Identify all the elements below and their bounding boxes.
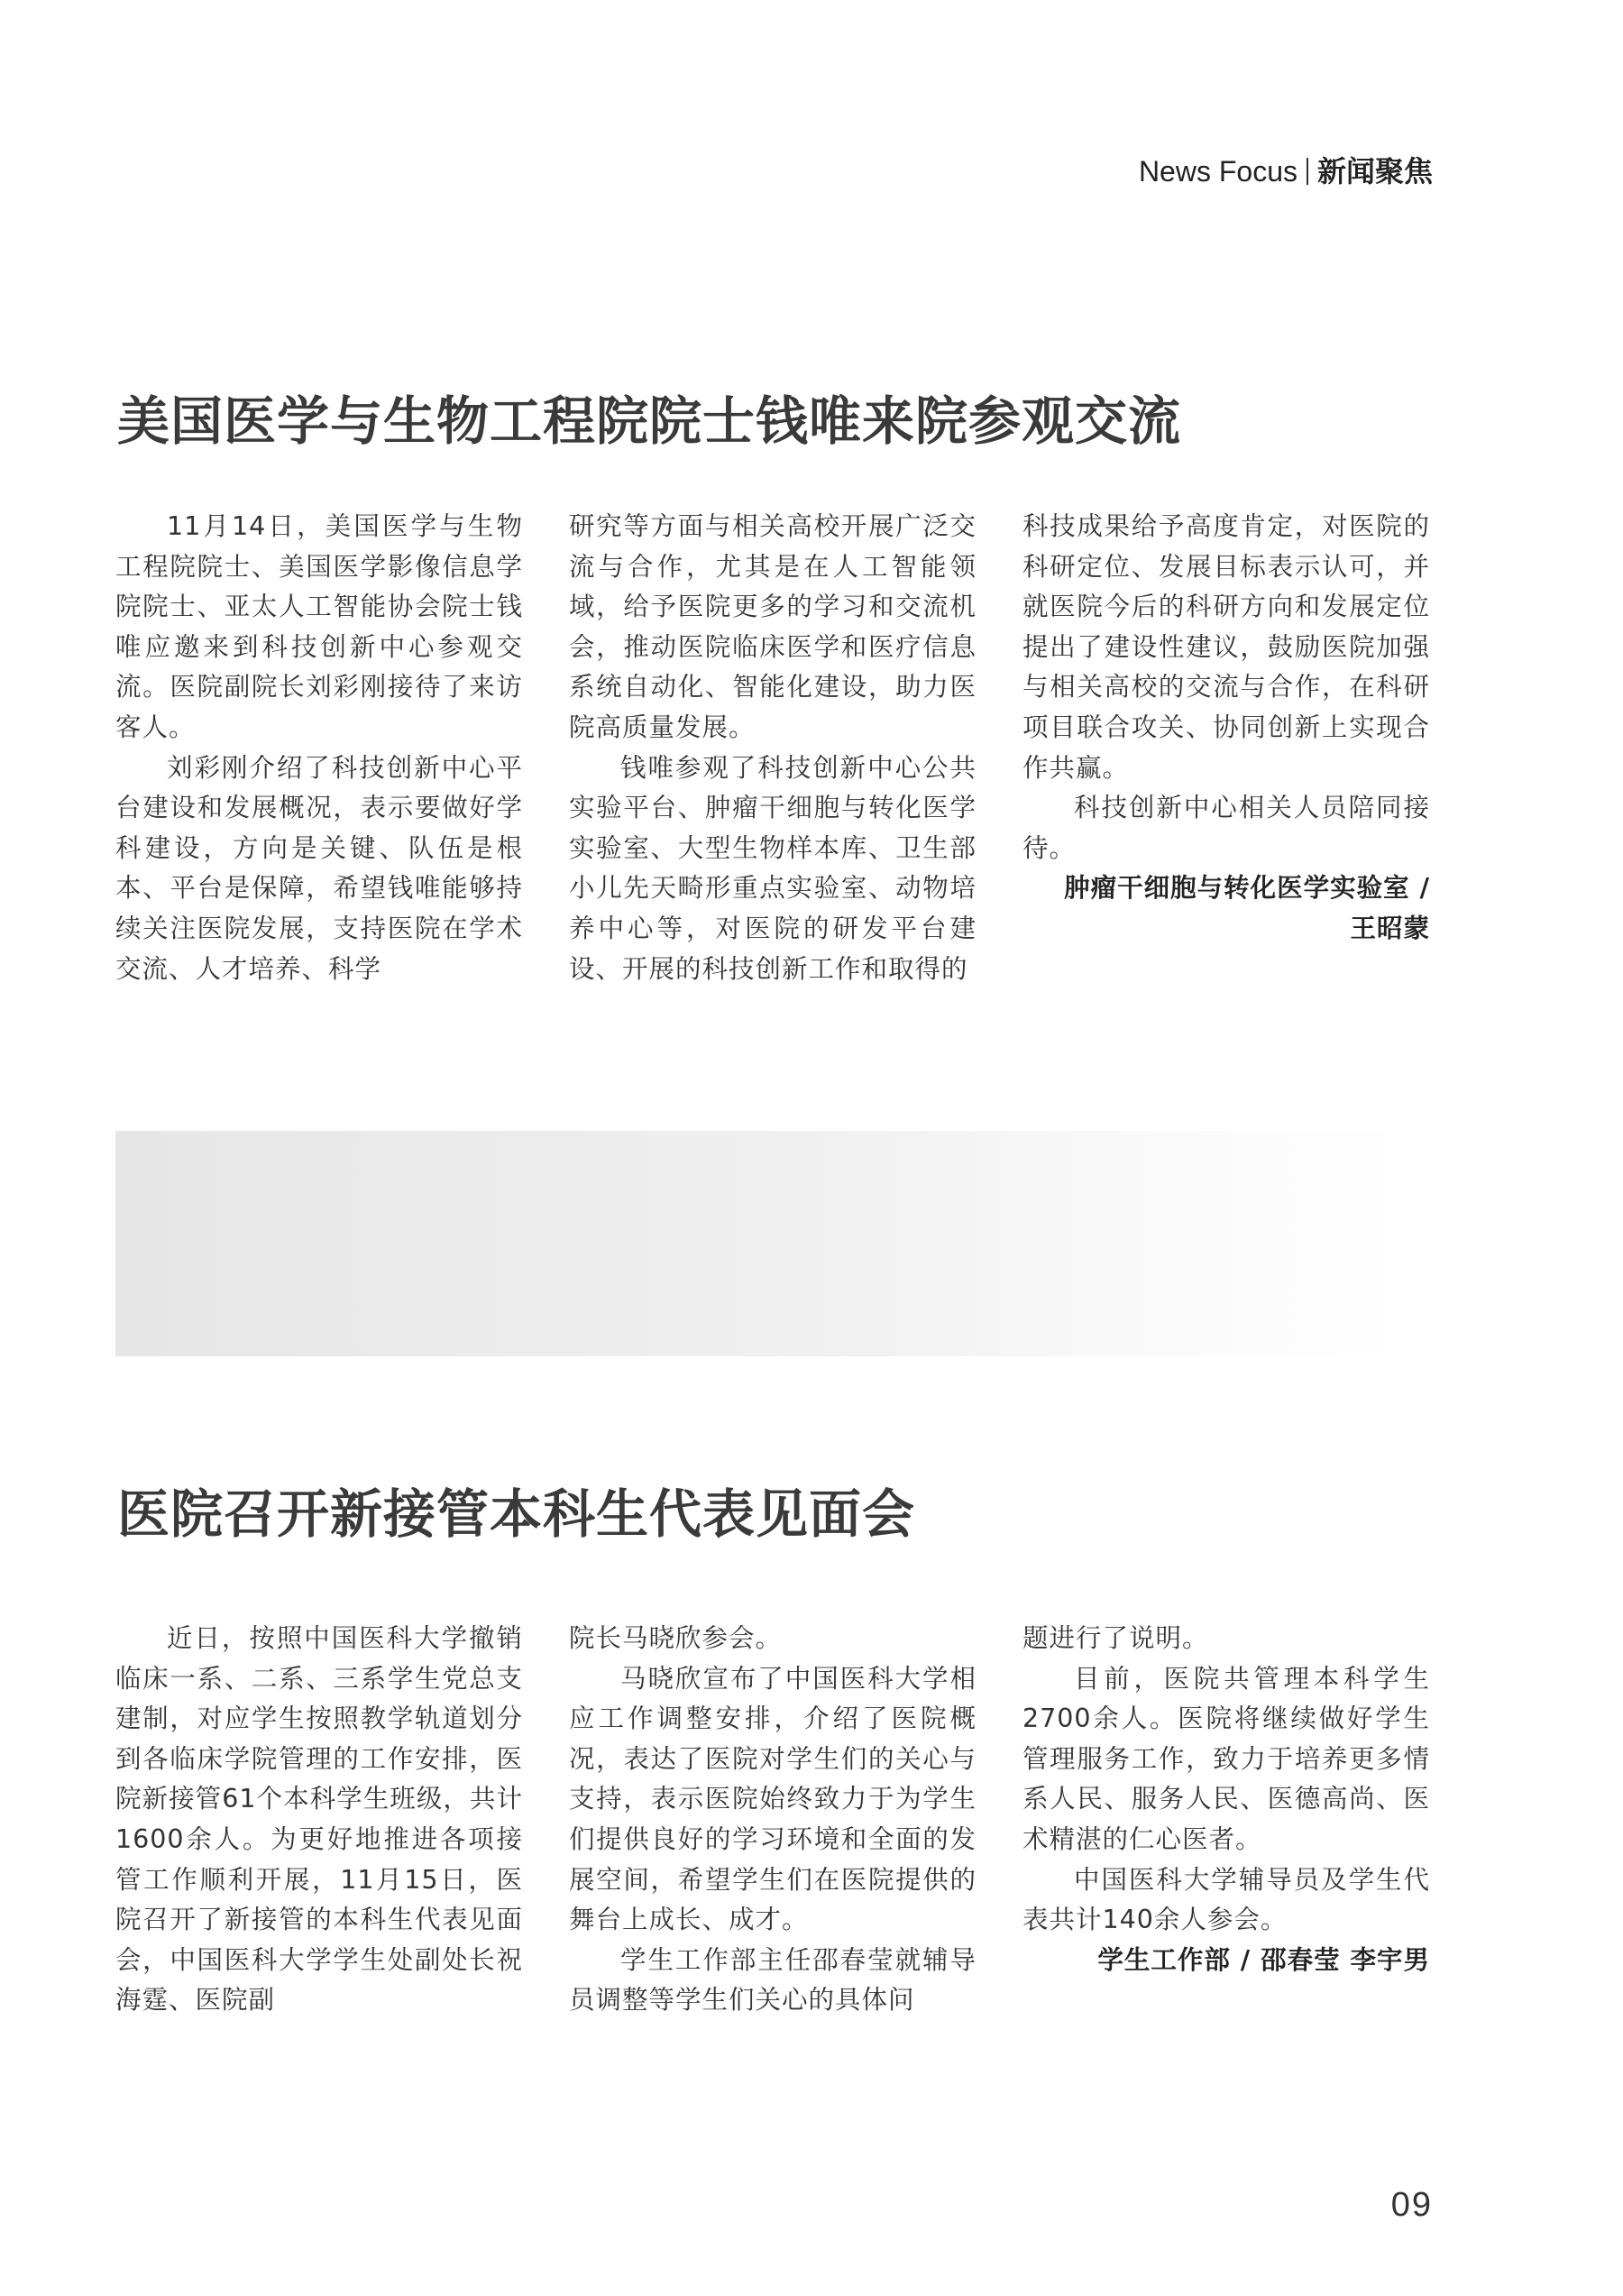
paragraph: 近日，按照中国医科大学撤销临床一系、二系、三系学生党总支建制，对应学生按照教学轨道划分到各临床学院管理的工作安排，医院新接管61个本科学生班级，共计1600余人。为更好地推进各项接管工作顺利开展，11月15日，医院召开了新接管的本科生代表见面会，中国医科大学学生处副处长祝海霆、医院副 bbox=[115, 1623, 523, 2016]
page-number: 09 bbox=[1390, 2186, 1433, 2224]
section-label-cn: 新闻聚焦 bbox=[1316, 154, 1433, 188]
paragraph: 11月14日，美国医学与生物工程院院士、美国医学影像信息学院院士、亚太人工智能协会院士钱唯应邀来到科技创新中心参观交流。医院副院长刘彩刚接待了来访客人。 bbox=[115, 511, 523, 742]
section-header bbox=[1139, 152, 1433, 191]
header-divider bbox=[1307, 158, 1308, 185]
paragraph: 科技创新中心相关人员陪同接待。 bbox=[1022, 793, 1430, 863]
paragraph: 题进行了说明。 bbox=[1022, 1623, 1209, 1653]
section-label-en: News Focus bbox=[1138, 155, 1297, 188]
article1-col3 bbox=[1022, 507, 1430, 989]
article2-byline: 学生工作部 / 邵春莹 李宇男 bbox=[1097, 1944, 1430, 1975]
article1-byline-dept: 肿瘤干细胞与转化医学实验室 / bbox=[1064, 873, 1430, 904]
article2-col2 bbox=[569, 1619, 977, 2021]
article2-title: 医院召开新接管本科生代表见面会 bbox=[117, 1483, 916, 1545]
article1-col2 bbox=[569, 507, 977, 989]
paragraph: 院长马晓欣参会。 bbox=[569, 1623, 783, 1653]
paragraph: 马晓欣宣布了中国医科大学相应工作调整安排，介绍了医院概况，表达了医院对学生们的关心与支持，表示医院始终致力于为学生们提供良好的学习环境和全面的发展空间，希望学生们在医院提供的舞台上成长、成才。 bbox=[569, 1663, 977, 1935]
article1-body bbox=[115, 507, 1430, 989]
article2-col1 bbox=[115, 1619, 523, 2021]
paragraph: 研究等方面与相关高校开展广泛交流与合作，尤其是在人工智能领域，给予医院更多的学习和交流机会，推动医院临床医学和医疗信息系统自动化、智能化建设，助力医院高质量发展。 bbox=[569, 511, 977, 742]
paragraph: 目前，医院共管理本科学生2700余人。医院将继续做好学生管理服务工作，致力于培养更多情系人民、服务人民、医德高尚、医术精湛的仁心医者。 bbox=[1022, 1663, 1430, 1854]
article1-byline-author: 王昭蒙 bbox=[1350, 913, 1430, 943]
paragraph: 钱唯参观了科技创新中心公共实验平台、肿瘤干细胞与转化医学实验室、大型生物样本库、卫生部小儿先天畸形重点实验室、动物培养中心等，对医院的研发平台建设、开展的科技创新工作和取得的 bbox=[569, 752, 977, 984]
article1-col1 bbox=[115, 507, 523, 989]
article2-col3 bbox=[1022, 1619, 1430, 2021]
article1-title: 美国医学与生物工程院院士钱唯来院参观交流 bbox=[117, 390, 1182, 452]
paragraph: 科技成果给予高度肯定，对医院的科研定位、发展目标表示认可，并就医院今后的科研方向和发展定位提出了建设性建议，鼓励医院加强与相关高校的交流与合作，在科研项目联合攻关、协同创新上实现合作共赢。 bbox=[1022, 511, 1430, 783]
photo-placeholder bbox=[115, 1131, 1405, 1356]
paragraph: 学生工作部主任邵春莹就辅导员调整等学生们关心的具体问 bbox=[569, 1944, 977, 2016]
paragraph: 中国医科大学辅导员及学生代表共计140余人参会。 bbox=[1022, 1864, 1430, 1935]
paragraph: 刘彩刚介绍了科技创新中心平台建设和发展概况，表示要做好学科建设，方向是关键、队伍是根本、平台是保障，希望钱唯能够持续关注医院发展，支持医院在学术交流、人才培养、科学 bbox=[115, 752, 523, 984]
article2-body bbox=[115, 1619, 1430, 2021]
